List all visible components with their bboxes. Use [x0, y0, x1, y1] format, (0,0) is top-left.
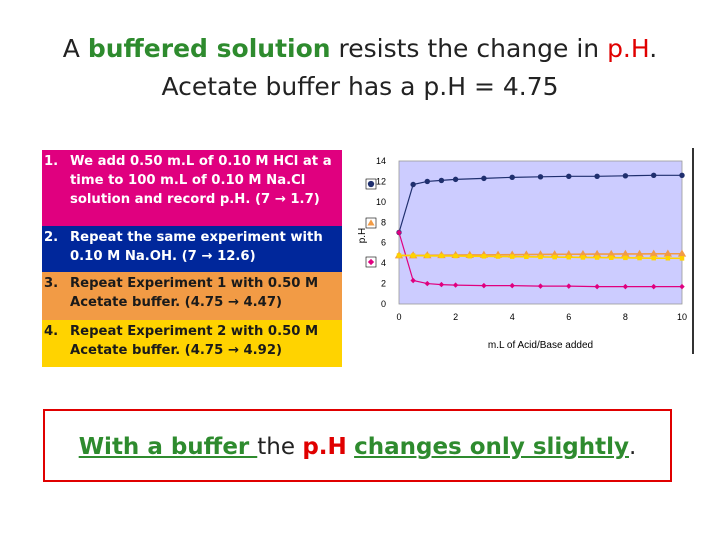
title-part-1: A	[62, 34, 88, 63]
x-tick-label: 2	[453, 312, 459, 322]
title-highlight: buffered solution	[87, 34, 331, 63]
data-point	[651, 173, 656, 178]
y-tick-label: 8	[380, 217, 386, 228]
data-point	[496, 254, 501, 259]
data-point	[567, 255, 572, 260]
step-number: 1.	[44, 154, 59, 169]
conclusion-end: .	[628, 434, 637, 460]
title-line-1	[0, 30, 720, 68]
step-text: Repeat Experiment 1 with 0.50 M Acetate buffer. (4.75 → 4.47)	[70, 276, 319, 310]
y-tick-label: 6	[380, 237, 386, 248]
data-point	[453, 254, 458, 259]
data-point	[666, 256, 671, 261]
data-point	[581, 255, 586, 260]
data-point	[410, 182, 415, 187]
data-point	[453, 177, 458, 182]
data-point	[482, 254, 487, 259]
data-point	[566, 174, 571, 179]
data-point	[623, 256, 628, 261]
slide-title	[0, 30, 720, 106]
data-point	[623, 173, 628, 178]
y-axis-label: p.H	[357, 227, 368, 244]
title-part-2: resists the change in	[330, 34, 608, 63]
step-4	[42, 320, 342, 367]
data-point	[679, 173, 684, 178]
data-point	[524, 255, 529, 260]
x-tick-label: 4	[509, 312, 515, 322]
step-number: 2.	[44, 230, 59, 245]
data-point	[510, 254, 515, 259]
data-point	[552, 255, 557, 260]
data-point	[481, 176, 486, 181]
data-point	[439, 254, 444, 259]
step-1	[42, 150, 342, 226]
data-point	[397, 253, 402, 258]
x-tick-label: 6	[566, 312, 572, 322]
data-point	[595, 255, 600, 260]
conclusion-ph: p.H	[302, 434, 347, 460]
x-tick-label: 0	[396, 312, 402, 322]
data-point	[368, 181, 374, 187]
step-3	[42, 272, 342, 320]
ph-chart	[355, 148, 705, 358]
step-text: Repeat Experiment 2 with 0.50 M Acetate buffer. (4.75 → 4.92)	[70, 324, 319, 358]
step-number: 4.	[44, 324, 59, 339]
x-tick-label: 8	[622, 312, 628, 322]
data-point	[439, 178, 444, 183]
conclusion-space	[347, 434, 354, 460]
y-tick-label: 14	[375, 156, 386, 166]
y-tick-label: 4	[380, 258, 386, 269]
data-point	[651, 256, 656, 261]
data-point	[411, 253, 416, 258]
data-point	[425, 179, 430, 184]
experiment-steps	[42, 150, 342, 367]
step-text: Repeat the same experiment with 0.10 M Na.OH. (7 → 12.6)	[70, 230, 323, 264]
step-number: 3.	[44, 276, 59, 291]
title-part-3: .	[649, 34, 658, 63]
y-tick-label: 12	[375, 176, 386, 187]
data-point	[538, 174, 543, 179]
title-ph: p.H	[607, 34, 650, 63]
step-2	[42, 226, 342, 272]
data-point	[609, 255, 614, 260]
x-axis-label: m.L of Acid/Base added	[487, 340, 594, 351]
y-tick-label: 0	[380, 299, 386, 309]
title-line-2: Acetate buffer has a p.H = 4.75	[161, 72, 559, 101]
data-point	[637, 256, 642, 261]
data-point	[468, 254, 473, 259]
y-tick-label: 2	[380, 278, 386, 289]
data-point	[680, 256, 685, 261]
conclusion-the: the	[257, 434, 303, 460]
data-point	[594, 174, 599, 179]
y-tick-label: 10	[375, 196, 386, 207]
conclusion-box	[43, 409, 672, 482]
data-point	[425, 254, 430, 259]
conclusion-phrase-2: changes only slightly	[354, 434, 629, 460]
conclusion-phrase-1: With a buffer	[78, 434, 258, 460]
x-tick-label: 10	[676, 312, 688, 322]
data-point	[510, 175, 515, 180]
data-point	[538, 255, 543, 260]
step-text: We add 0.50 m.L of 0.10 M HCl at a time to 100 m.L of 0.10 M Na.Cl solution and record p.H. (7 → 1.7)	[70, 154, 332, 207]
